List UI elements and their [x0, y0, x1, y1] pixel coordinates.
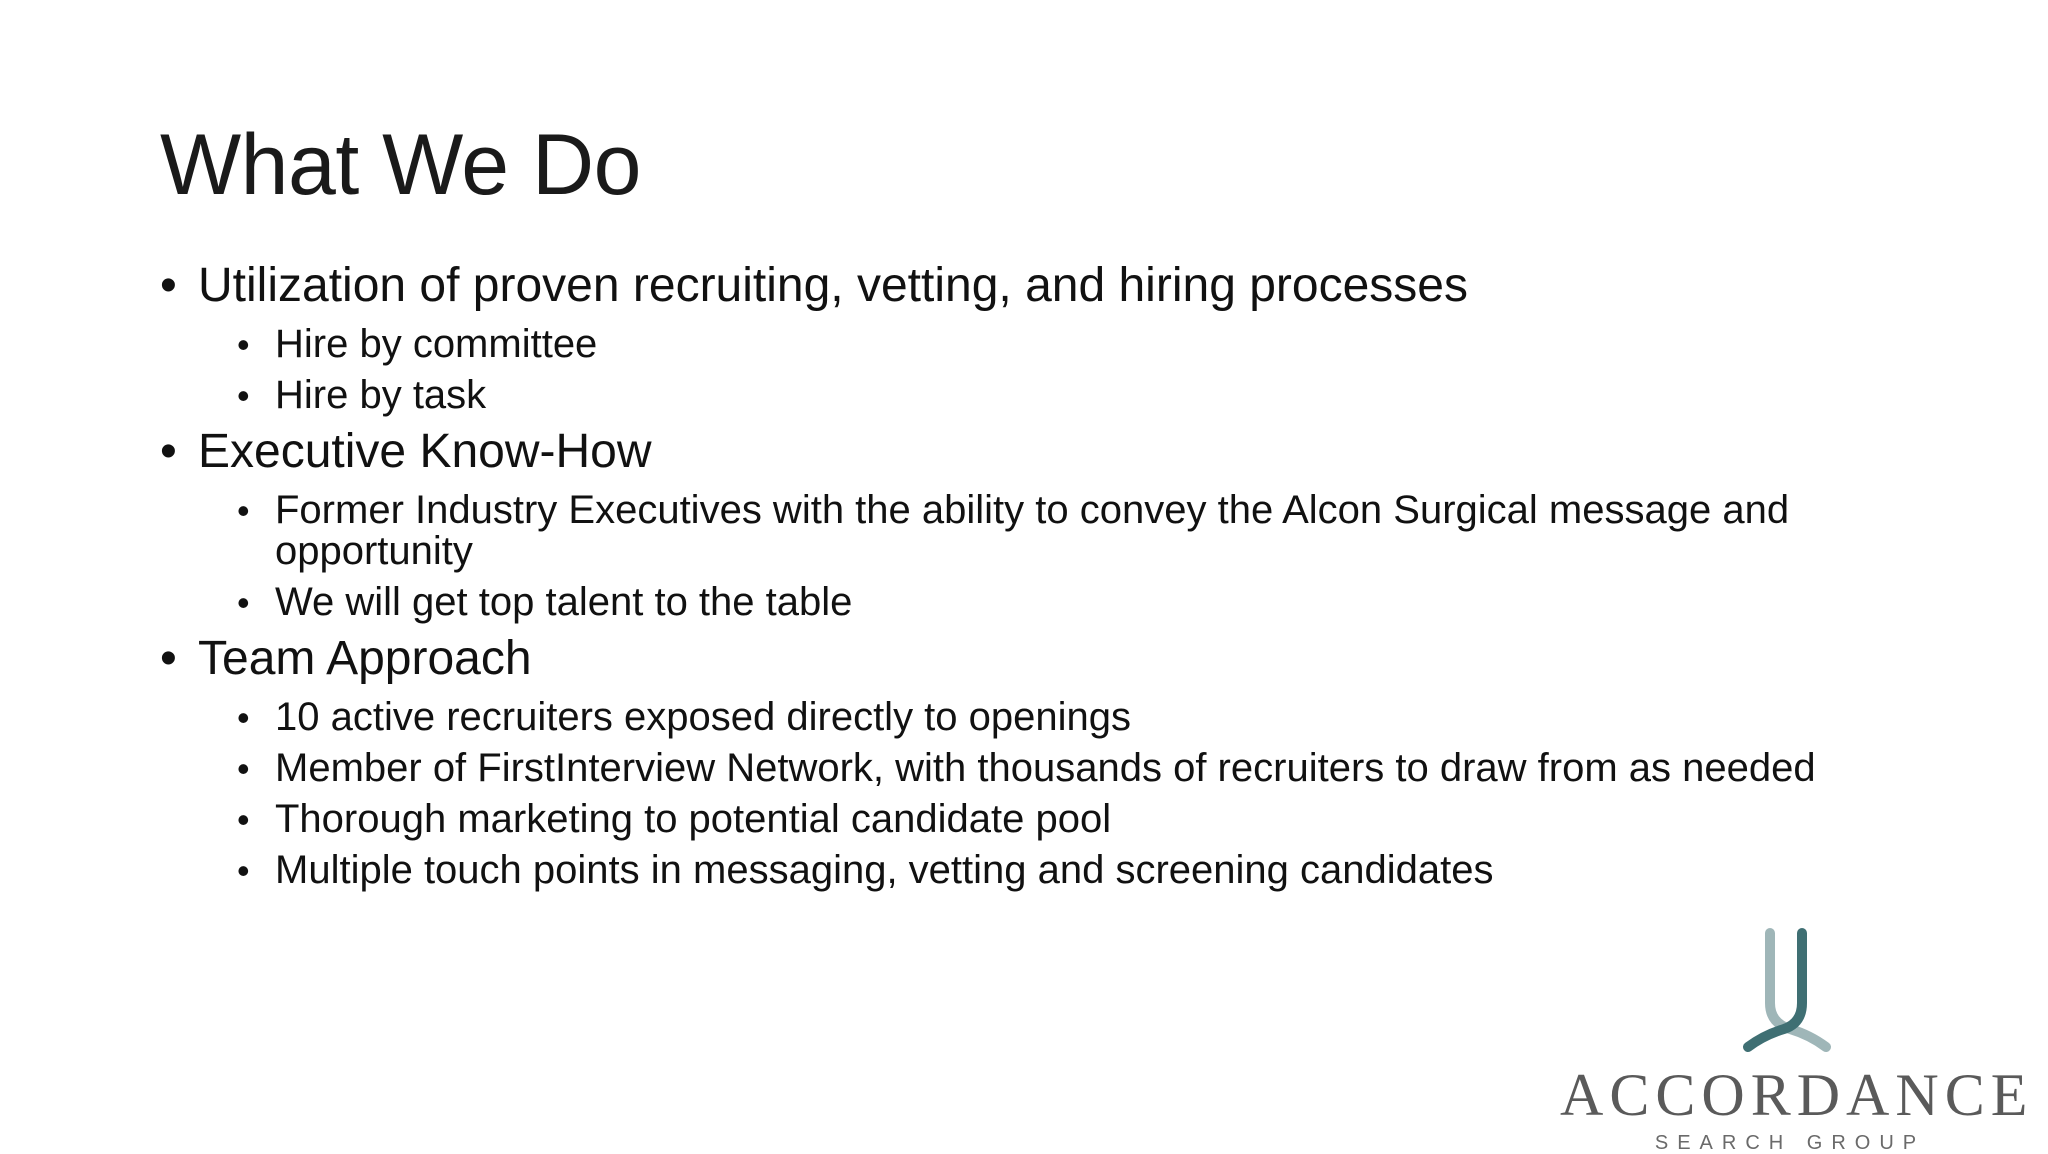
bullet-list	[160, 250, 1920, 891]
bullet-level2: • Hire by committee	[275, 324, 1920, 365]
bullet-level1: • Team Approach	[160, 631, 1920, 687]
bullet-level2: • Former Industry Executives with the ability to convey the Alcon Surgical message and opportunity	[275, 490, 1920, 572]
bullet-level2: • Multiple touch points in messaging, vetting and screening candidates	[275, 850, 1920, 891]
bullet-level2: • We will get top talent to the table	[275, 582, 1920, 623]
logo-tagline: SEARCH GROUP	[1654, 1132, 1926, 1154]
bullet-level2: • 10 active recruiters exposed directly to openings	[275, 697, 1920, 738]
bullet-level2: • Hire by task	[275, 375, 1920, 416]
bullet-level1: • Utilization of proven recruiting, vetting, and hiring processes	[160, 258, 1920, 314]
bullet-level2: • Member of FirstInterview Network, with thousands of recruiters to draw from as needed	[275, 748, 1920, 789]
logo-name: ACCORDANCE	[1560, 1062, 2034, 1128]
bullet-level2: • Thorough marketing to potential candidate pool	[275, 799, 1920, 840]
accordance-logo	[1560, 925, 2034, 1154]
slide-title: What We Do	[160, 117, 641, 213]
bullet-level1: • Executive Know-How	[160, 424, 1920, 480]
logo-mark-icon	[1730, 925, 1850, 1065]
